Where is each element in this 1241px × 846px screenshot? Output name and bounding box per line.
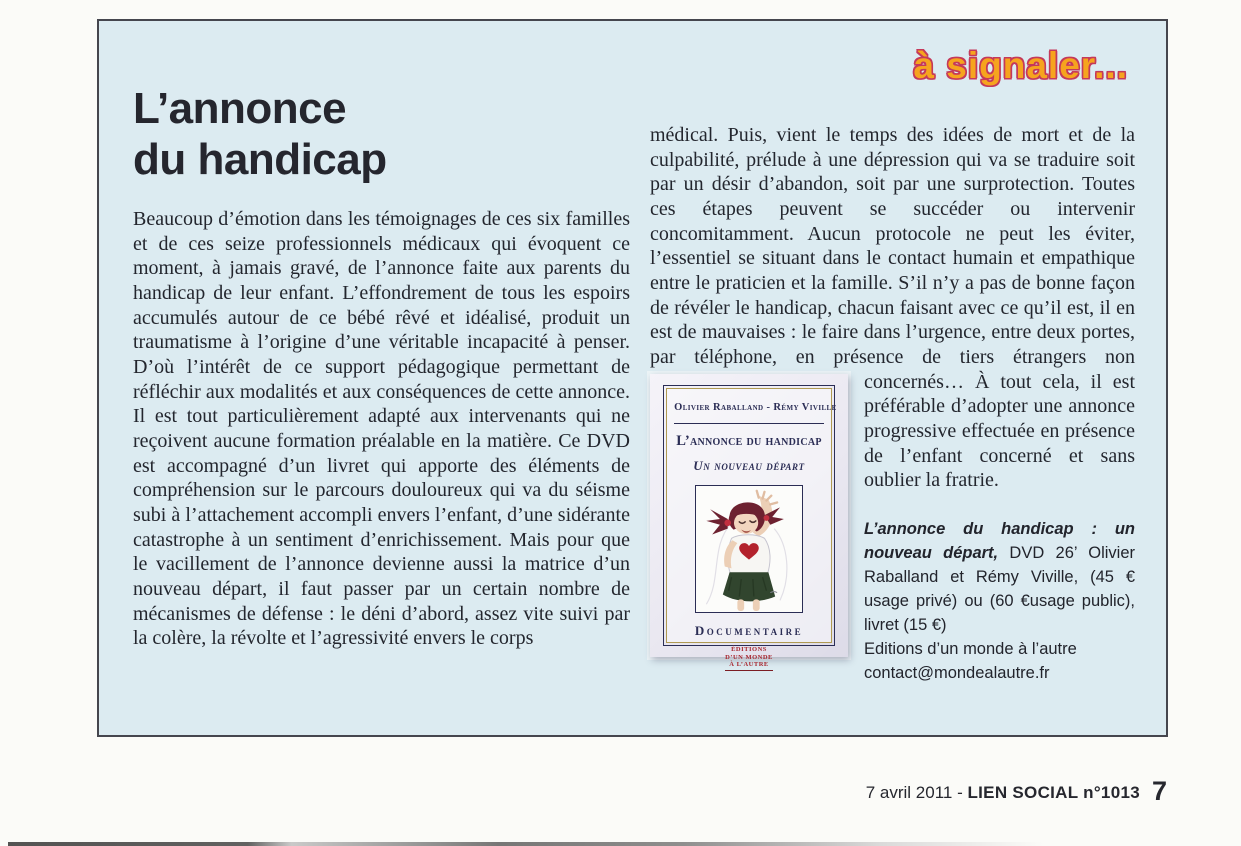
page-footer	[866, 776, 1167, 807]
publisher-line2: D’UN MONDE	[725, 653, 773, 661]
dvd-cover-authors: Olivier Raballand - Rémy Viville	[674, 396, 824, 425]
footer-date: 7 avril 2011 -	[865, 783, 968, 802]
dvd-cover-subtitle: Un nouveau départ	[693, 457, 805, 473]
article-column-right	[650, 123, 1135, 707]
publisher-line3: À L’AUTRE	[729, 661, 769, 669]
dvd-caption-contact: contact@mondealautre.fr	[864, 663, 1050, 682]
page-title-line1: L’annonce	[133, 84, 347, 133]
article-panel	[97, 19, 1168, 737]
dvd-cover	[650, 374, 848, 669]
dvd-cover-frame	[663, 385, 837, 669]
footer-page-number: 7	[1151, 776, 1167, 806]
section-label: à signaler...	[913, 45, 1128, 86]
dvd-caption-details: DVD 26’ Olivier Raballand et Rémy Viville, (45 € usage privé) ou (60 €usage public), livret (15 €)	[864, 543, 1135, 634]
article-right-wrap-text: cela, il est préférable d’adopter une annonce progressive effectuée en présence de l’enfant concerné et sans oublier la fratrie.	[864, 370, 1135, 492]
girl-illustration-icon	[697, 486, 801, 612]
page-title-line2: du handicap	[133, 135, 387, 184]
scan-artifact-line	[8, 842, 1098, 846]
dvd-cover-illustration	[695, 485, 803, 613]
footer-journal-name: LIEN SOCIAL n°1013	[967, 783, 1140, 802]
dvd-caption-publisher: Editions d’un monde à l’autre	[864, 639, 1077, 658]
dvd-cover-title: L’annonce du handicap	[676, 433, 822, 450]
dvd-cover-genre: Documentaire	[694, 622, 804, 638]
article-right-text: médical. Puis, vient le temps des idées de mort et de la culpabilité, prélude à une dépression qui va se traduire soit par un désir d’abandon, soit par une surprotection. Toutes ces étapes peuvent se succéder ou intervenir concomitamment. Aucun protocole ne peut les éviter, l’essentiel se situant dans le contact humain et empathique entre le praticien et la famille. S’il n’y a pas de bonne façon de révéler le handicap, chacun faisant avec ce qu’il est, il en est de mauvaises : le faire dans l’urgence, entre deux portes, par téléphone, en présence de tiers étrangers non concernés… À tout	[650, 124, 1135, 393]
page-title	[133, 83, 387, 185]
publisher-line1: ÉDITIONS	[731, 646, 767, 654]
dvd-cover-publisher-logo	[725, 646, 773, 671]
article-column-left: Beaucoup d’émotion dans les témoignages de ces six familles et de ces seize professionnels médicaux qui évoquent ce moment, à jamais gravé, de l’annonce faite aux parents du handicap de leur enfant. L’effondrement de tous les espoirs accumulés autour de ce bébé rêvé et idéalisé, produit un traumatisme à l’origine d’une véritable incapacité à penser. D’où l’intérêt de ce support pédagogique permettant de réfléchir aux modalités et aux conséquences de cette annonce. Il est tout particulièrement adapté aux intervenants qui ne reçoivent aucune formation préalable en la matière. Ce DVD est accompagné d’un livret qui apporte des éléments de compréhension sur le parcours douloureux qui va du séisme subi à l’attachement accompli envers l’enfant, d’une sidérante catastrophe à un sentiment d’enrichissement. Mais pour que le vacillement de l’annonce devienne aussi la matrice d’un nouveau départ, il faut passer par un certain nombre de mécanismes de défense : le déni d’abord, assez vite suivi par la colère, la révolte et l’agressivité envers le corps	[133, 208, 630, 650]
dvd-caption-title: L’annonce du handicap : un nouveau départ,	[864, 519, 1135, 562]
